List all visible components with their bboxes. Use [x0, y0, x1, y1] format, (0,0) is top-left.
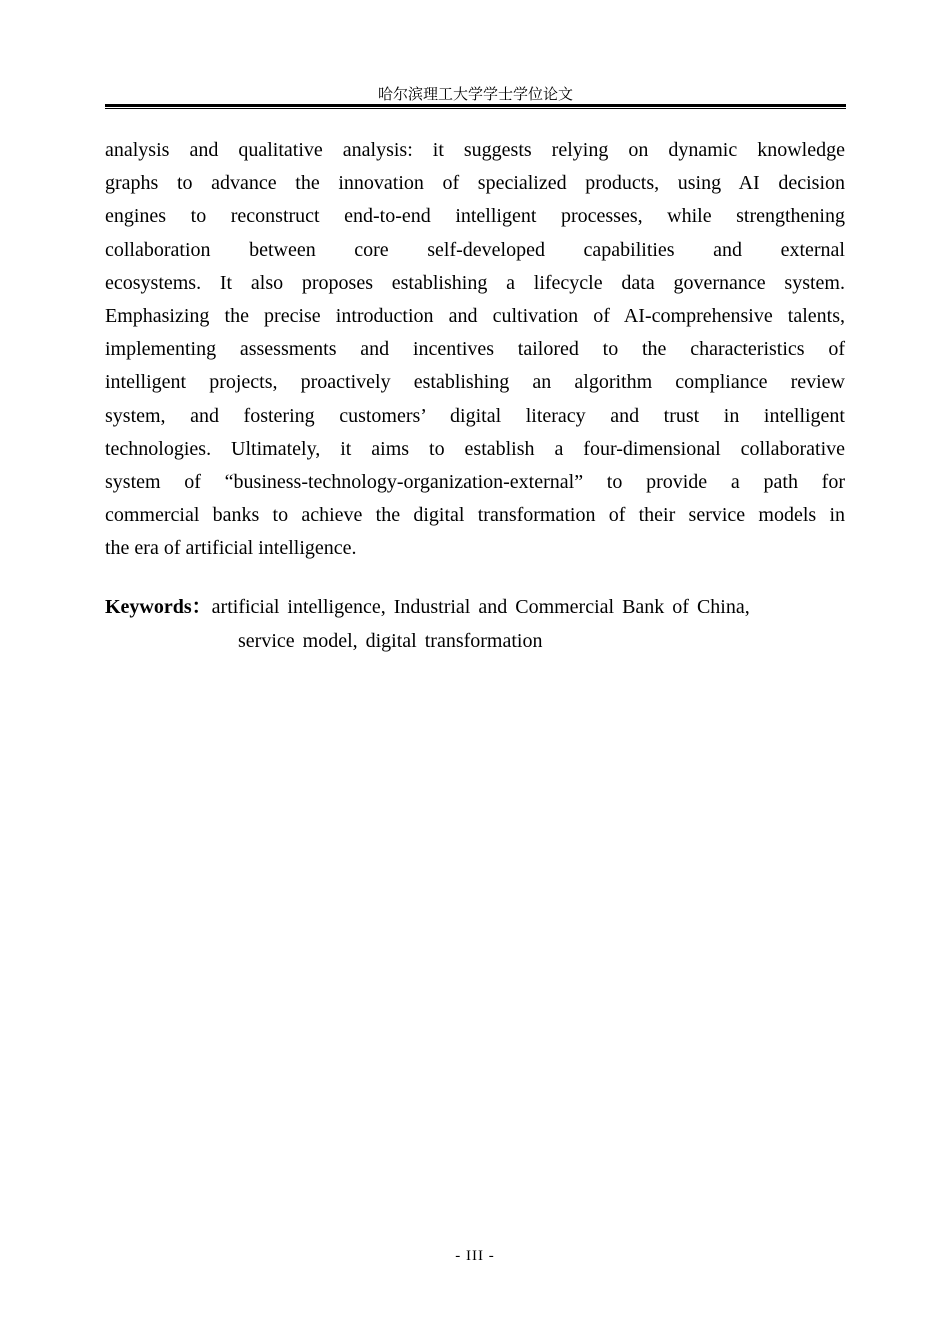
keywords-block [105, 590, 835, 658]
keywords-line-2: service model, digital transformation [238, 630, 543, 652]
paragraph-line: technologies. Ultimately, it aims to establish a four-dimensional collaborative [105, 437, 845, 460]
paragraph-line: Emphasizing the precise introduction and cultivation of AI-comprehensive talents, [105, 305, 845, 328]
paragraph-line: system of “business-technology-organization-external” to provide a path for [105, 471, 845, 494]
header-rule-thin [105, 108, 846, 109]
running-header: 哈尔滨理工大学学士学位论文 [377, 85, 573, 103]
paragraph-line: the era of artificial intelligence. [105, 537, 357, 560]
paragraph-line: graphs to advance the innovation of specialized products, using AI decision [105, 172, 845, 195]
keywords-line-1: artificial intelligence, Industrial and Commercial Bank of China, [211, 596, 750, 618]
paragraph-line: collaboration between core self-developed capabilities and external [105, 238, 845, 261]
paragraph-line: engines to reconstruct end-to-end intelligent processes, while strengthening [105, 205, 845, 228]
paragraph-line: implementing assessments and incentives tailored to the characteristics of [105, 338, 845, 361]
keywords-label: Keywords： [105, 596, 212, 618]
header-rule-thick [105, 104, 846, 107]
page-number: - III - [455, 1248, 495, 1264]
paragraph-line: ecosystems. It also proposes establishing a lifecycle data governance system. [105, 271, 845, 294]
abstract-paragraph [105, 134, 845, 566]
paragraph-line: commercial banks to achieve the digital transformation of their service models in [105, 504, 845, 527]
paragraph-line: system, and fostering customers’ digital literacy and trust in intelligent [105, 404, 845, 427]
paragraph-line: intelligent projects, proactively establishing an algorithm compliance review [105, 371, 845, 394]
paragraph-line: analysis and qualitative analysis: it suggests relying on dynamic knowledge [105, 139, 845, 161]
